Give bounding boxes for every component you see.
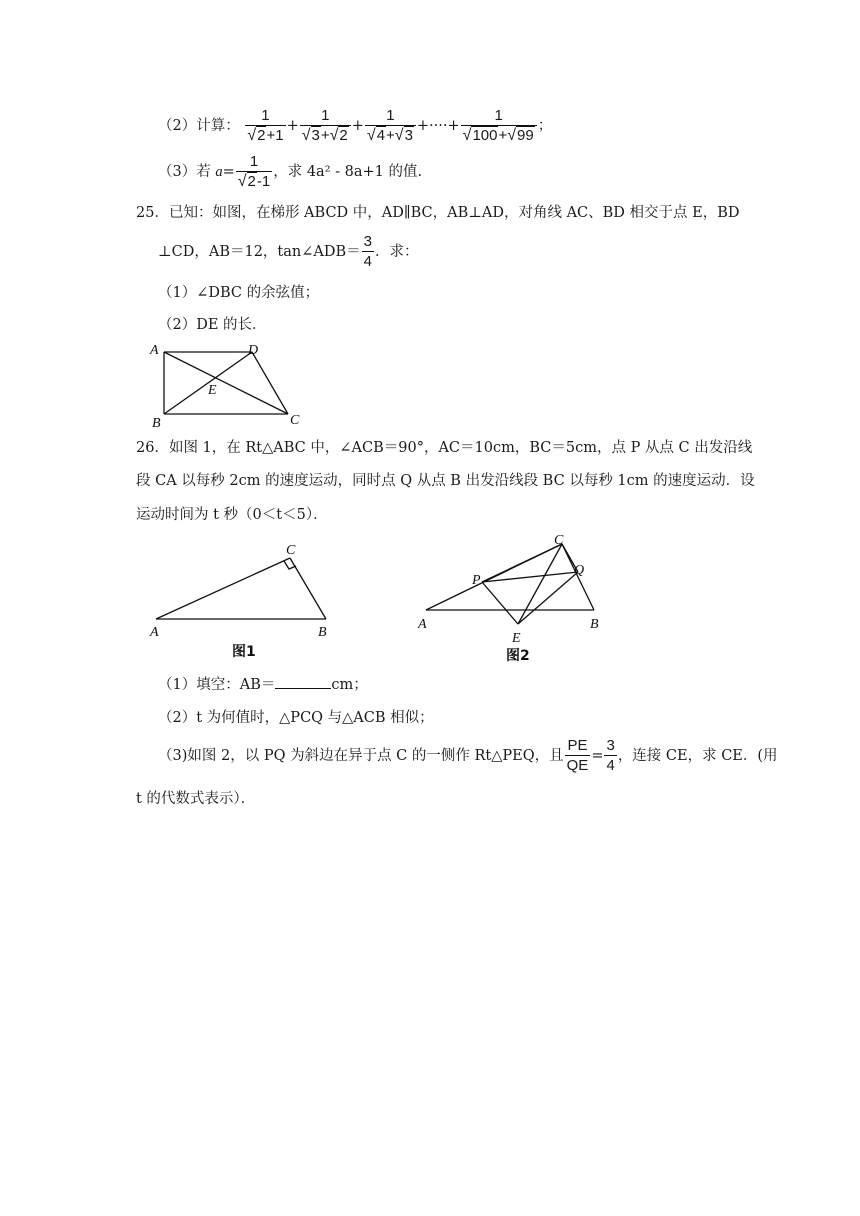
pe-qe-fraction: $\frac{PE}{QE}$ <box>566 736 589 774</box>
label-B: B <box>152 416 161 430</box>
q26-sub3: （3)如图 2，以 PQ 为斜边在异于点 C 的一侧作 Rt△PEQ，且 $\frac{PE}{QE}$ = $\frac{3}{4}$ ，连接 CE，求 CE．(用 <box>158 736 778 774</box>
q24-part2 <box>158 106 552 146</box>
op: + <box>351 118 364 134</box>
q26-sub1: （1）填空：AB＝ cm； <box>158 674 368 696</box>
q25-sub1: （1）∠DBC 的余弦值； <box>158 285 320 301</box>
q25-line1: 25．已知：如图，在梯形 ABCD 中，AD∥BC，AB⊥AD，对角线 AC、BD 相交于点 E，BD <box>136 205 740 221</box>
fig1-label-A: A <box>150 625 159 640</box>
term-2: $\frac{1}{√3+√2}$ <box>300 107 351 146</box>
fig2-label-A: A <box>418 617 427 632</box>
op: + <box>286 118 299 134</box>
tan-fraction: $\frac{3}{4}$ <box>363 232 372 270</box>
q26-figure-1 <box>140 536 350 664</box>
q26-sub3-line2: t 的代数式表示）． <box>136 791 256 807</box>
q25-line2: ⊥CD，AB＝12，tan∠ADB＝ $\frac{3}{4}$ ．求： <box>158 232 419 270</box>
term-4: $\frac{1}{√100+√99}$ <box>461 107 537 146</box>
q24-part2-prefix: （2）计算： <box>158 118 240 134</box>
fig1-label-C: C <box>286 543 296 558</box>
label-C: C <box>290 413 300 428</box>
fig1-label-B: B <box>318 625 327 640</box>
q26-line1: 26．如图 1，在 Rt△ABC 中，∠ACB＝90°，AC＝10cm，BC＝5cm，点 P 从点 C 出发沿线 <box>136 440 753 456</box>
q26-line3: 运动时间为 t 秒（0＜t＜5）． <box>136 507 328 523</box>
fig2-label-Q: Q <box>574 563 585 578</box>
answer-blank <box>275 674 331 689</box>
q24-part3: （3）若 a= $\frac{1}{√2-1}$ ，求 4a² - 8a+1 的值. <box>158 152 423 190</box>
q26-sub2: （2）t 为何值时，△PCQ 与△ACB 相似； <box>158 710 434 726</box>
label-A: A <box>150 343 159 358</box>
fig2-label-B: B <box>590 617 599 632</box>
fig2-caption: 图2 <box>506 648 530 664</box>
fig2-label-E: E <box>512 631 521 646</box>
q25-sub2: （2）DE 的长． <box>158 317 267 333</box>
q26-line2: 段 CA 以每秒 2cm 的速度运动，同时点 Q 从点 B 出发沿线段 BC 以每秒 1cm 的速度运动．设 <box>136 473 755 489</box>
q26-figure-2 <box>410 530 610 666</box>
fig2-label-P: P <box>472 573 481 588</box>
op: +····+ <box>416 118 460 134</box>
label-D: D <box>248 343 259 358</box>
fig1-caption: 图1 <box>232 644 256 660</box>
q24-part2-suffix: ； <box>537 118 553 134</box>
q24-part3-fraction: $\frac{1}{√2-1}$ <box>237 152 271 190</box>
term-3: $\frac{1}{√4+√3}$ <box>365 107 416 146</box>
term-1: $\frac{1}{√2+1}$ <box>247 106 284 144</box>
label-E: E <box>208 383 217 398</box>
fig2-label-C: C <box>554 533 564 548</box>
ratio-fraction: $\frac{3}{4}$ <box>606 736 615 774</box>
q25-trapezoid-figure <box>140 338 320 430</box>
